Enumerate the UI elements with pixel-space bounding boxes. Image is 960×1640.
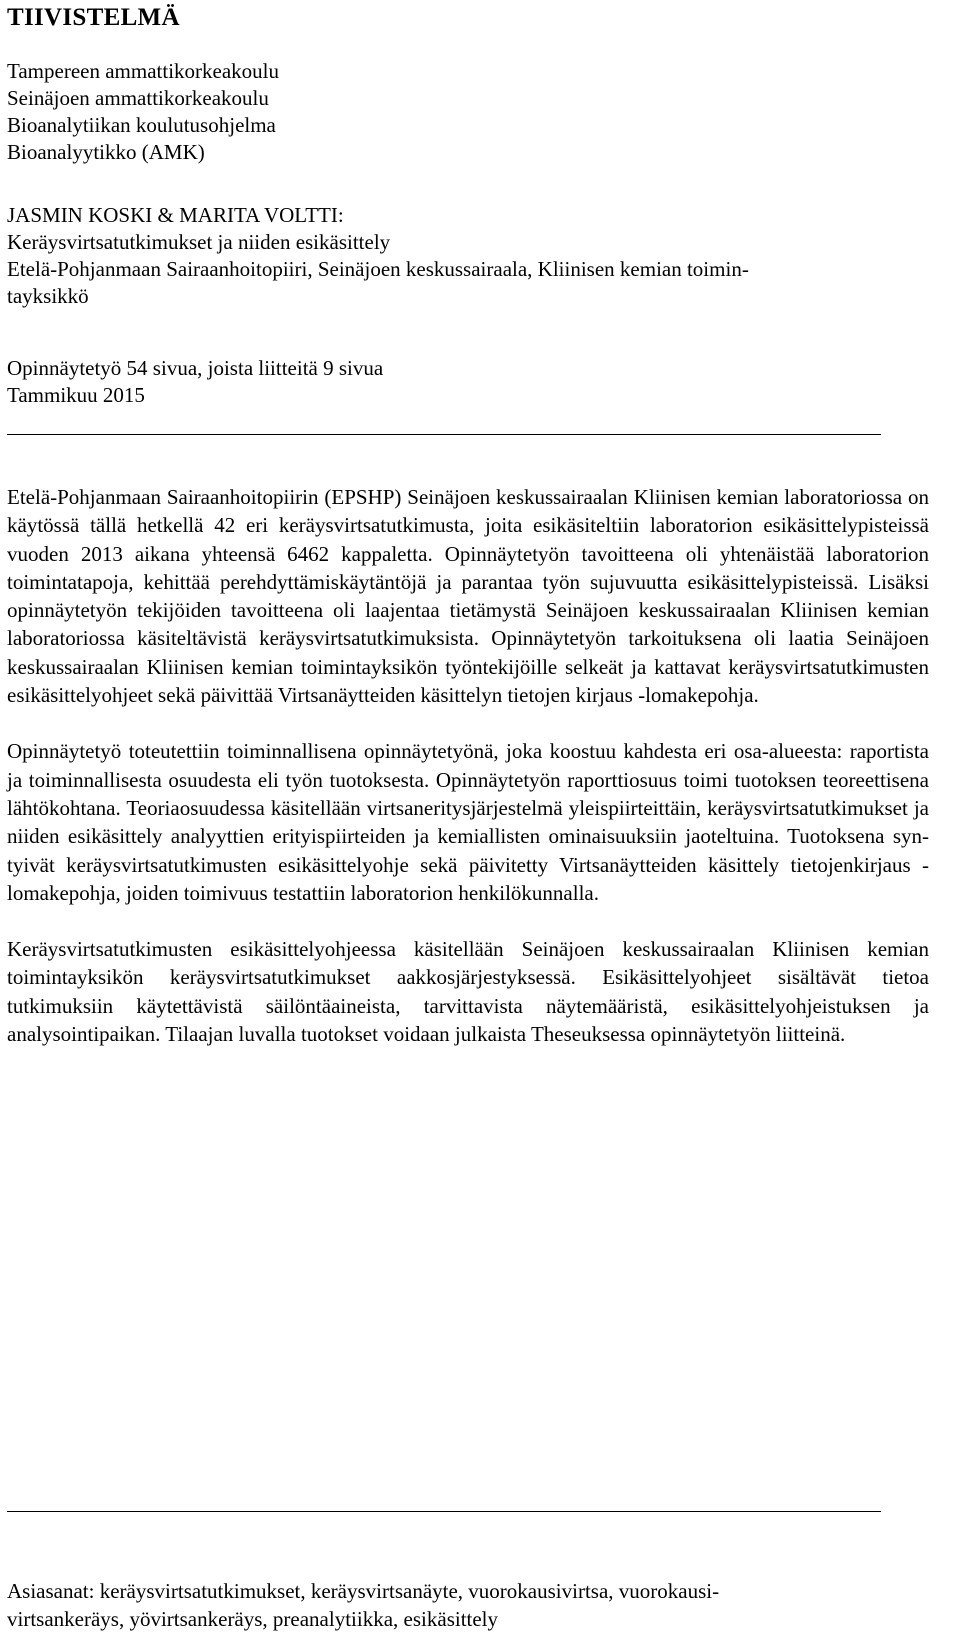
thesis-meta-block [7,355,383,409]
bottom-divider [7,1511,881,1512]
abstract-heading: TIIVISTELMÄ [7,4,180,31]
institution-block [7,58,279,166]
thesis-client-continued: tayksikkö [7,284,89,308]
abstract-paragraph: Keräysvirtsatutkimusten esikäsittelyohjeessa käsitellään Seinäjoen keskussairaalan Kliinisen kemian toimintayksikön keräysvirtsatutkimukset aakkosjärjestyksessä. Esikäsittelyohjeet sisältävät tietoa tutkimuksiin käytettävistä säilöntäaineista, tarvittavista näytemääristä, esikäsittelyohjeistuksen ja analysointipaikan. Tilaajan luvalla tuotokset voidaan julkaista Theseuksessa opinnäytetyön liitteinä. [7,937,929,1047]
thesis-info-block [7,202,749,310]
thesis-title: Keräysvirtsatutkimukset ja niiden esikäsittely [7,230,391,254]
thesis-authors: JASMIN KOSKI & MARITA VOLTTI: [7,203,344,227]
degree-title: Bioanalyytikko (AMK) [7,140,205,164]
institution-line: Tampereen ammattikorkeakoulu [7,59,280,83]
abstract-paragraph: Etelä-Pohjanmaan Sairaanhoitopiirin (EPSHP) Seinäjoen keskussairaalan Kliinisen kemian laboratoriossa on käytössä tällä hetkellä 42 eri keräysvirtsatutkimusta, joita esikäsiteltiin laboratorion esikäsittelypisteissä vuoden 2013 aikana yhteensä 6462 kappaletta. Opinnäytetyön tavoitteena oli yhtenäistää laboratorion toimintatapoja, kehittää perehdyttämiskäytäntöjä ja parantaa työn sujuvuutta esikäsittelypisteissä. Lisäksi opinnäytetyön tekijöiden tavoitteena oli laajentaa tietämystä Seinäjoen keskussairaalan Kliinisen kemian laboratoriossa käsiteltävistä keräysvirtsatutkimuksista. Opinnäytetyön tarkoituksena oli laatia Seinäjoen keskussairaalan Kliinisen kemian toimintayksikön työntekijöille selkeät ja kattavat keräysvirtsatutkimusten esikäsittelyohjeet sekä päivittää Virtsanäytteiden käsittelyn tietojen kirjaus -lomakepohja. [7,485,929,708]
keywords-block [7,1577,907,1633]
top-divider [7,434,881,435]
thesis-date: Tammikuu 2015 [7,383,145,407]
thesis-client: Etelä-Pohjanmaan Sairaanhoitopiiri, Seinäjoen keskussairaala, Kliinisen kemian toimin- [7,257,749,281]
institution-line: Seinäjoen ammattikorkeakoulu [7,86,269,110]
keywords-line: virtsankeräys, yövirtsankeräys, preanalytiikka, esikäsittely [7,1607,499,1631]
abstract-paragraph: Opinnäytetyö toteutettiin toiminnallisena opinnäytetyönä, joka koostuu kahdesta eri osa-alueesta: raportista ja toiminnallisesta osuudesta eli työn tuotoksesta. Opinnäytetyön raporttiosuus toimi tuotoksen teoreettisena lähtökohtana. Teoriaosuudessa käsitellään virtsaneritysjärjestelmä yleispiirteittäin, keräysvirtsatutkimukset ja niiden esikäsittely analyyttien erityispiirteiden ja kemiallisten ominaisuuksiin jaoteltuina. Tuotoksena syntyivät keräysvirtsatutkimusten esikäsittelyohje sekä päivitetty Virtsanäytteiden käsittely tietojenkirjaus -lomakepohja, joiden toimivuus testattiin laboratorion henkilökunnalla. [7,739,929,905]
degree-programme: Bioanalytiikan koulutusohjelma [7,113,276,137]
abstract-body [7,483,929,1048]
thesis-pages: Opinnäytetyö 54 sivua, joista liitteitä 9 sivua [7,356,384,380]
keywords-line: Asiasanat: keräysvirtsatutkimukset, keräysvirtsanäyte, vuorokausivirtsa, vuorokausi- [7,1579,720,1603]
